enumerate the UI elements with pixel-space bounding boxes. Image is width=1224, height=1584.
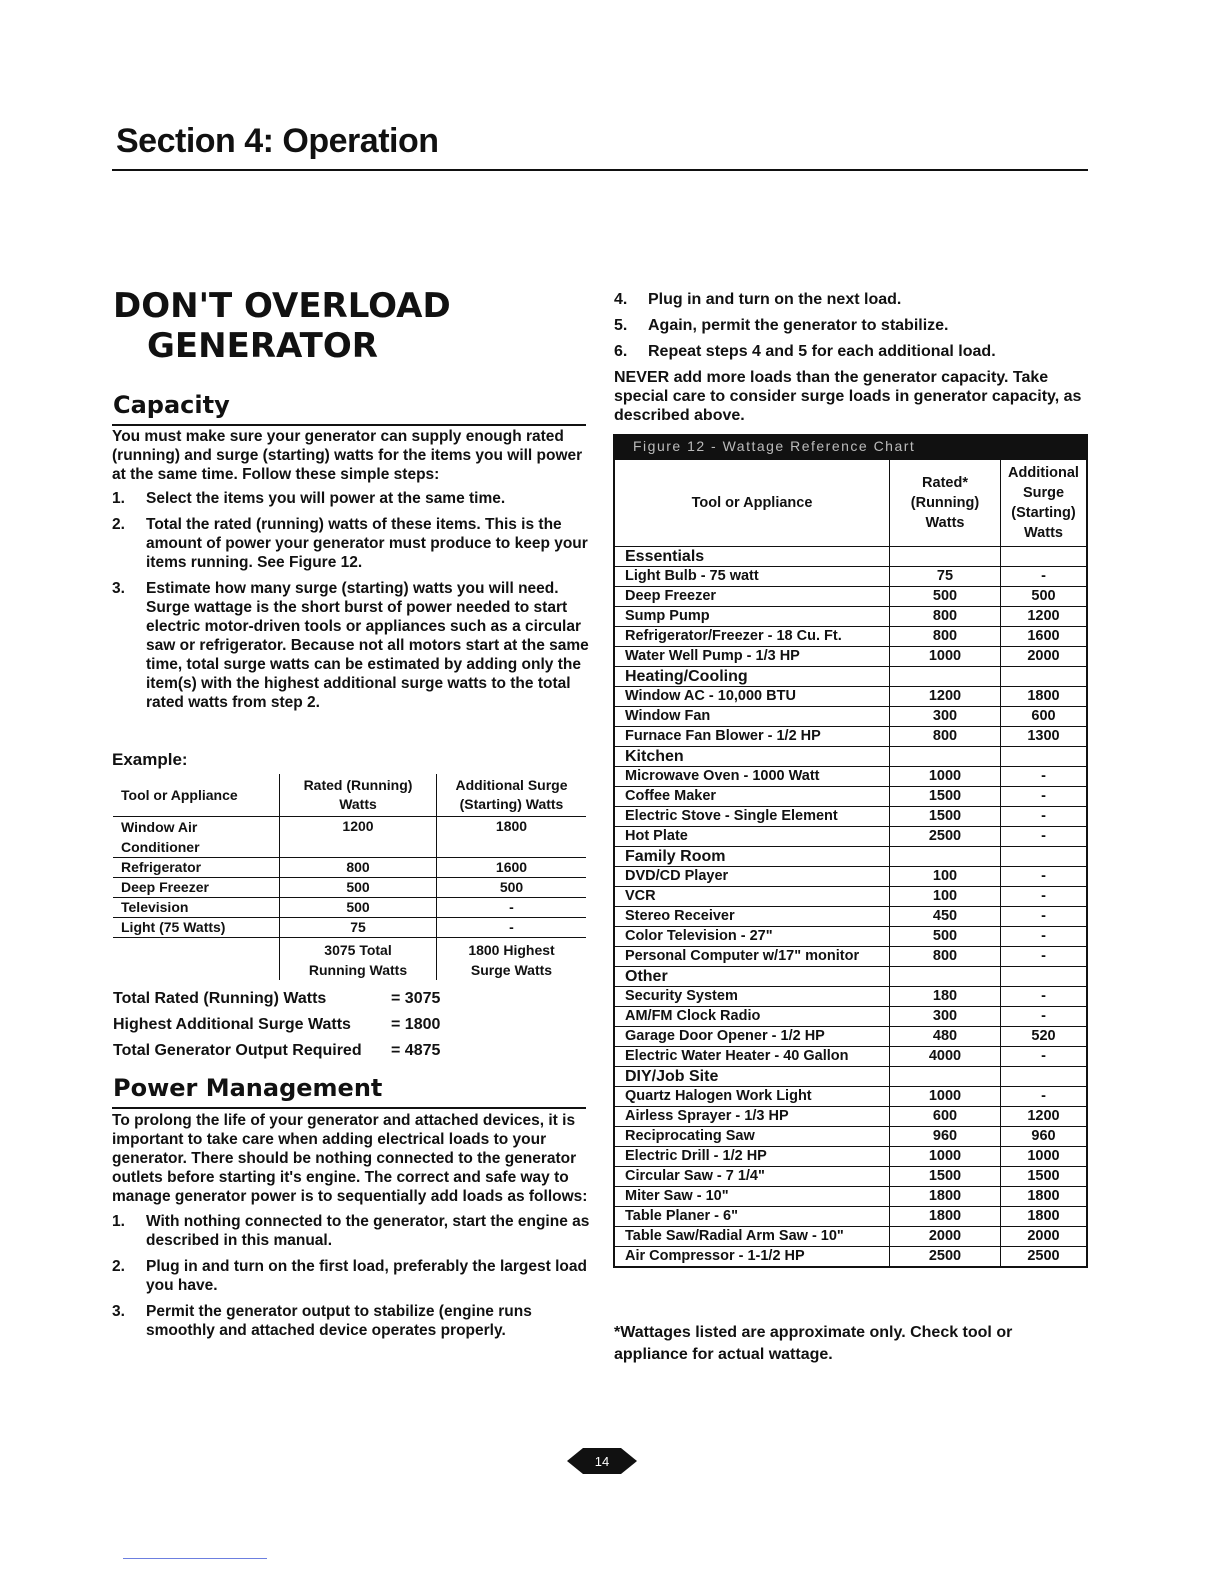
- category-row: [614, 1067, 1087, 1087]
- category-label: Kitchen: [614, 747, 890, 767]
- appliance-name: Furnace Fan Blower - 1/2 HP: [614, 727, 890, 747]
- category-row: [614, 667, 1087, 687]
- table-cell: [1001, 967, 1088, 987]
- appliance-name: Quartz Halogen Work Light: [614, 1087, 890, 1107]
- list-item: [112, 1257, 590, 1295]
- summary-line: [113, 1038, 440, 1064]
- table-cell: [113, 938, 280, 981]
- column-header: Tool or Appliance: [614, 459, 890, 547]
- column-header: Rated (Running) Watts: [280, 774, 437, 817]
- table-cell: [890, 547, 1001, 567]
- rated-watts: 180: [890, 987, 1001, 1007]
- table-row: [113, 898, 586, 918]
- table-row: [614, 727, 1087, 747]
- step-number: 6.: [614, 343, 628, 360]
- table-row: [614, 1087, 1087, 1107]
- appliance-name: Sump Pump: [614, 607, 890, 627]
- table-cell: 1600: [437, 858, 587, 878]
- table-row: [614, 607, 1087, 627]
- surge-watts: 1200: [1001, 607, 1088, 627]
- list-item: [112, 515, 590, 572]
- table-row: [614, 587, 1087, 607]
- capacity-section: [112, 427, 590, 719]
- table-cell: [890, 747, 1001, 767]
- surge-watts: -: [1001, 1087, 1088, 1107]
- appliance-name: Refrigerator/Freezer - 18 Cu. Ft.: [614, 627, 890, 647]
- rated-watts: 100: [890, 887, 1001, 907]
- appliance-name: Circular Saw - 7 1/4": [614, 1167, 890, 1187]
- table-cell: Deep Freezer: [113, 878, 280, 898]
- list-item: [614, 316, 1084, 335]
- rated-watts: 1500: [890, 1167, 1001, 1187]
- table-cell: [890, 967, 1001, 987]
- appliance-name: Color Television - 27": [614, 927, 890, 947]
- category-label: DIY/Job Site: [614, 1067, 890, 1087]
- rated-watts: 1000: [890, 647, 1001, 667]
- table-cell: 500: [280, 878, 437, 898]
- table-row: [614, 827, 1087, 847]
- step-number: 1.: [112, 490, 125, 507]
- table-cell: 800: [280, 858, 437, 878]
- table-row: [614, 1047, 1087, 1067]
- step-text: Select the items you will power at the same time.: [146, 490, 506, 507]
- step-number: 2.: [112, 516, 125, 533]
- page-number-badge: [567, 1444, 637, 1478]
- capacity-steps: [112, 489, 590, 712]
- category-label: Family Room: [614, 847, 890, 867]
- capacity-heading: Capacity: [113, 391, 230, 419]
- appliance-name: Window Fan: [614, 707, 890, 727]
- bottom-line: [123, 1558, 267, 1559]
- power-management-rule: [112, 1107, 586, 1109]
- surge-watts: -: [1001, 787, 1088, 807]
- surge-watts: -: [1001, 987, 1088, 1007]
- main-heading-line1: DON'T OVERLOAD: [113, 286, 451, 326]
- surge-watts: -: [1001, 887, 1088, 907]
- appliance-name: Security System: [614, 987, 890, 1007]
- rated-watts: 1200: [890, 687, 1001, 707]
- step-text: Plug in and turn on the first load, preferably the largest load you have.: [146, 1258, 587, 1294]
- table-row: [614, 707, 1087, 727]
- table-row: [614, 767, 1087, 787]
- rated-watts: 2500: [890, 827, 1001, 847]
- surge-watts: -: [1001, 1007, 1088, 1027]
- category-row: [614, 547, 1087, 567]
- summary-line: [113, 1012, 440, 1038]
- table-row: [614, 1027, 1087, 1047]
- rated-watts: 4000: [890, 1047, 1001, 1067]
- table-header-row: [113, 774, 586, 817]
- rated-watts: 300: [890, 1007, 1001, 1027]
- surge-watts: 520: [1001, 1027, 1088, 1047]
- example-table: [113, 774, 586, 980]
- rated-watts: 800: [890, 727, 1001, 747]
- table-row: [614, 1107, 1087, 1127]
- appliance-name: Garage Door Opener - 1/2 HP: [614, 1027, 890, 1047]
- appliance-name: Table Saw/Radial Arm Saw - 10": [614, 1227, 890, 1247]
- category-row: [614, 847, 1087, 867]
- appliance-name: Electric Drill - 1/2 HP: [614, 1147, 890, 1167]
- rated-watts: 960: [890, 1127, 1001, 1147]
- list-item: [112, 489, 590, 508]
- column-header: Tool or Appliance: [113, 774, 280, 817]
- table-cell: -: [437, 898, 587, 918]
- table-cell: -: [437, 918, 587, 938]
- category-row: [614, 967, 1087, 987]
- table-cell: [890, 667, 1001, 687]
- list-item: [614, 290, 1084, 309]
- step-number: 2.: [112, 1258, 125, 1275]
- table-header-row: [614, 459, 1087, 547]
- table-row: [113, 817, 586, 858]
- table-row: [614, 1187, 1087, 1207]
- appliance-name: Personal Computer w/17" monitor: [614, 947, 890, 967]
- list-item: [614, 342, 1084, 361]
- appliance-name: Window AC - 10,000 BTU: [614, 687, 890, 707]
- table-cell: 500: [437, 878, 587, 898]
- step-number: 5.: [614, 317, 628, 334]
- step-text: Total the rated (running) watts of these items. This is the amount of power your generator must produce to keep your items running. See Figure 12.: [146, 516, 588, 571]
- list-item: [112, 1302, 590, 1340]
- appliance-name: Miter Saw - 10": [614, 1187, 890, 1207]
- table-row: [113, 918, 586, 938]
- appliance-name: Water Well Pump - 1/3 HP: [614, 647, 890, 667]
- table-row: [614, 567, 1087, 587]
- table-cell: 500: [280, 898, 437, 918]
- step-number: 1.: [112, 1213, 125, 1230]
- column-header: Additional Surge (Starting) Watts: [437, 774, 587, 817]
- appliance-name: Deep Freezer: [614, 587, 890, 607]
- rated-watts: 1000: [890, 1087, 1001, 1107]
- appliance-name: Light Bulb - 75 watt: [614, 567, 890, 587]
- rated-watts: 2000: [890, 1227, 1001, 1247]
- section-title: Section 4: Operation: [116, 122, 439, 160]
- category-label: Essentials: [614, 547, 890, 567]
- surge-watts: -: [1001, 927, 1088, 947]
- appliance-name: Stereo Receiver: [614, 907, 890, 927]
- rated-watts: 2500: [890, 1247, 1001, 1268]
- table-cell: [890, 1067, 1001, 1087]
- table-row: [614, 907, 1087, 927]
- table-row: [614, 1147, 1087, 1167]
- step-text: Permit the generator output to stabilize (engine runs smoothly and attached device operates properly.: [146, 1303, 532, 1339]
- surge-watts: 960: [1001, 1127, 1088, 1147]
- column-header: Additional Surge (Starting) Watts: [1001, 459, 1088, 547]
- surge-watts: 2000: [1001, 647, 1088, 667]
- summary-line: [113, 986, 440, 1012]
- chart-title: Figure 12 - Wattage Reference Chart: [613, 434, 1088, 458]
- rated-watts: 800: [890, 627, 1001, 647]
- table-row: [614, 1247, 1087, 1268]
- rated-watts: 1000: [890, 1147, 1001, 1167]
- table-cell: 1800: [437, 817, 587, 858]
- rated-watts: 300: [890, 707, 1001, 727]
- wattage-reference-chart: [613, 434, 1088, 1268]
- list-item: [112, 1212, 590, 1250]
- list-item: [112, 579, 590, 712]
- surge-watts: 2500: [1001, 1247, 1088, 1268]
- surge-watts: -: [1001, 567, 1088, 587]
- steps-list: [614, 290, 1084, 361]
- table-row: [614, 1007, 1087, 1027]
- totals-row: [113, 938, 586, 981]
- table-row: [614, 1167, 1087, 1187]
- footnote: *Wattages listed are approximate only. Check tool or appliance for actual wattage.: [614, 1324, 1013, 1363]
- table-row: [614, 1227, 1087, 1247]
- surge-watts: 1800: [1001, 1187, 1088, 1207]
- rated-watts: 1000: [890, 767, 1001, 787]
- surge-watts: -: [1001, 1047, 1088, 1067]
- capacity-intro: You must make sure your generator can supply enough rated (running) and surge (starting) watts for the items you will power at the same time. Follow these simple steps:: [112, 428, 583, 483]
- surge-watts: 2000: [1001, 1227, 1088, 1247]
- table-row: [614, 627, 1087, 647]
- output-summary: [113, 986, 440, 1064]
- surge-watts: 500: [1001, 587, 1088, 607]
- appliance-name: AM/FM Clock Radio: [614, 1007, 890, 1027]
- table-cell: [1001, 1067, 1088, 1087]
- appliance-name: Electric Stove - Single Element: [614, 807, 890, 827]
- summary-value: = 1800: [391, 1016, 441, 1033]
- rated-watts: 480: [890, 1027, 1001, 1047]
- column-header: Rated* (Running) Watts: [890, 459, 1001, 547]
- appliance-name: Microwave Oven - 1000 Watt: [614, 767, 890, 787]
- continued-steps: [614, 290, 1084, 425]
- summary-label: Highest Additional Surge Watts: [113, 1016, 351, 1033]
- step-text: Plug in and turn on the next load.: [648, 291, 902, 308]
- rated-watts: 800: [890, 947, 1001, 967]
- table-cell: 1200: [280, 817, 437, 858]
- surge-watts: -: [1001, 947, 1088, 967]
- rated-watts: 500: [890, 927, 1001, 947]
- section-divider: [112, 169, 1088, 171]
- table-row: [614, 687, 1087, 707]
- step-text: With nothing connected to the generator, start the engine as described in this manual.: [146, 1213, 590, 1249]
- power-management-steps: [112, 1212, 590, 1340]
- total-surge-cell: 1800 Highest Surge Watts: [468, 942, 555, 978]
- table-cell: Television: [113, 898, 280, 918]
- surge-watts: -: [1001, 907, 1088, 927]
- wattage-table: [613, 458, 1088, 1268]
- appliance-name: Airless Sprayer - 1/3 HP: [614, 1107, 890, 1127]
- table-row: [113, 858, 586, 878]
- table-row: [614, 807, 1087, 827]
- table-row: [614, 1207, 1087, 1227]
- appliance-name: DVD/CD Player: [614, 867, 890, 887]
- step-number: 3.: [112, 580, 125, 597]
- surge-watts: 1800: [1001, 1207, 1088, 1227]
- surge-watts: 1200: [1001, 1107, 1088, 1127]
- example-label: Example:: [112, 750, 188, 769]
- power-management-section: [112, 1111, 590, 1347]
- warning-text: NEVER add more loads than the generator capacity. Take special care to consider surge loads in generator capacity, as described above.: [614, 369, 1082, 424]
- surge-watts: -: [1001, 827, 1088, 847]
- power-management-heading: Power Management: [113, 1074, 383, 1102]
- table-cell: [1001, 847, 1088, 867]
- surge-watts: -: [1001, 807, 1088, 827]
- summary-label: Total Rated (Running) Watts: [113, 990, 327, 1007]
- rated-watts: 1500: [890, 787, 1001, 807]
- step-text: Again, permit the generator to stabilize.: [648, 317, 949, 334]
- rated-watts: 100: [890, 867, 1001, 887]
- page-number: 14: [594, 1454, 610, 1469]
- surge-watts: 1000: [1001, 1147, 1088, 1167]
- table-row: [614, 787, 1087, 807]
- summary-label: Total Generator Output Required: [113, 1042, 362, 1059]
- table-cell: [1001, 667, 1088, 687]
- surge-watts: 1600: [1001, 627, 1088, 647]
- surge-watts: -: [1001, 867, 1088, 887]
- category-label: Heating/Cooling: [614, 667, 890, 687]
- table-row: [614, 947, 1087, 967]
- power-management-intro: To prolong the life of your generator and attached devices, it is important to take care when adding electrical loads to your generator. There should be nothing connected to the generator outlets before starting it's engine. The correct and safe way to manage generator power is to sequentially add loads as follows:: [112, 1112, 588, 1205]
- appliance-name: Hot Plate: [614, 827, 890, 847]
- table-cell: [1001, 747, 1088, 767]
- surge-watts: 1500: [1001, 1167, 1088, 1187]
- chart-body: [614, 547, 1087, 1268]
- table-row: [614, 647, 1087, 667]
- table-row: [614, 1127, 1087, 1147]
- appliance-name: Table Planer - 6": [614, 1207, 890, 1227]
- main-heading-line2: GENERATOR: [147, 326, 378, 366]
- appliance-name: Reciprocating Saw: [614, 1127, 890, 1147]
- rated-watts: 800: [890, 607, 1001, 627]
- surge-watts: 600: [1001, 707, 1088, 727]
- summary-value: = 4875: [391, 1042, 441, 1059]
- table-row: [614, 927, 1087, 947]
- step-number: 3.: [112, 1303, 125, 1320]
- table-cell: [1001, 547, 1088, 567]
- surge-watts: 1800: [1001, 687, 1088, 707]
- rated-watts: 1800: [890, 1187, 1001, 1207]
- main-heading: [113, 286, 451, 366]
- rated-watts: 600: [890, 1107, 1001, 1127]
- table-row: [614, 867, 1087, 887]
- table-row: [113, 878, 586, 898]
- appliance-name: VCR: [614, 887, 890, 907]
- rated-watts: 500: [890, 587, 1001, 607]
- rated-watts: 75: [890, 567, 1001, 587]
- appliance-name: Electric Water Heater - 40 Gallon: [614, 1047, 890, 1067]
- rated-watts: 1500: [890, 807, 1001, 827]
- rated-watts: 450: [890, 907, 1001, 927]
- table-cell: 75: [280, 918, 437, 938]
- step-text: Repeat steps 4 and 5 for each additional load.: [648, 343, 996, 360]
- total-rated-cell: 3075 Total Running Watts: [280, 938, 437, 981]
- table-cell: Window Air Conditioner: [113, 817, 280, 858]
- table-cell: Refrigerator: [113, 858, 280, 878]
- rated-watts: 1800: [890, 1207, 1001, 1227]
- appliance-name: Coffee Maker: [614, 787, 890, 807]
- surge-watts: -: [1001, 767, 1088, 787]
- summary-value: = 3075: [391, 990, 441, 1007]
- surge-watts: 1300: [1001, 727, 1088, 747]
- table-row: [614, 887, 1087, 907]
- capacity-rule: [112, 424, 586, 426]
- appliance-name: Air Compressor - 1-1/2 HP: [614, 1247, 890, 1268]
- step-number: 4.: [614, 291, 628, 308]
- category-label: Other: [614, 967, 890, 987]
- table-cell: Light (75 Watts): [113, 918, 280, 938]
- table-row: [614, 987, 1087, 1007]
- table-cell: [890, 847, 1001, 867]
- step-text: Estimate how many surge (starting) watts you will need. Surge wattage is the short burst of power needed to start electric motor-driven tools or appliances such as a circular saw or refrigerator. Because not all motors start at the same time, total surge watts can be estimated by adding only the item(s) with the highest additional surge watts to the total rated watts from step 2.: [146, 580, 589, 711]
- category-row: [614, 747, 1087, 767]
